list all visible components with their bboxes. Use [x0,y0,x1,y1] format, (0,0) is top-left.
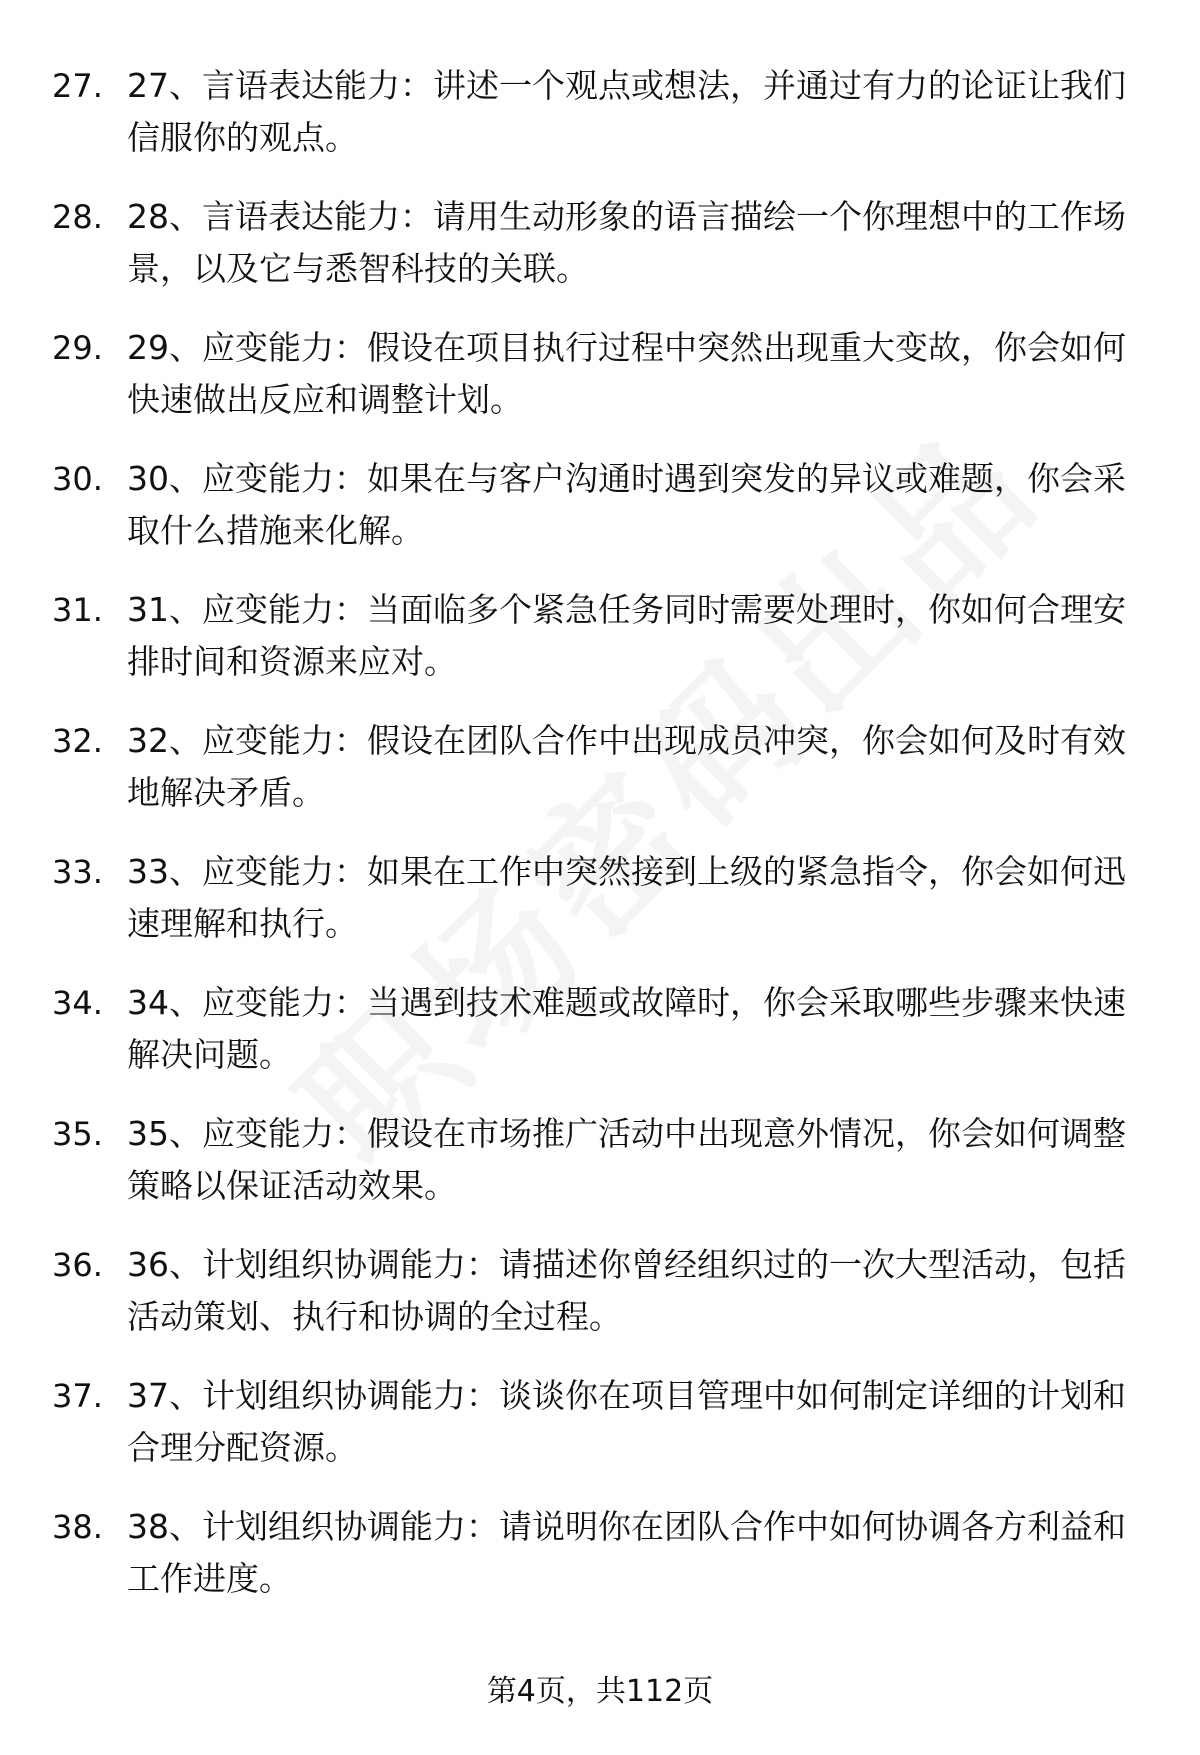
question-number: 29. [52,329,103,367]
question-text: 27、言语表达能力：讲述一个观点或想法，并通过有力的论证让我们信服你的观点。 [127,66,1126,157]
question-number: 28. [52,198,103,236]
question-text: 36、计划组织协调能力：请描述你曾经组织过的一次大型活动，包括活动策划、执行和协调的全过程。 [127,1245,1126,1336]
question-number: 35. [52,1115,103,1153]
question-number: 36. [52,1246,103,1284]
question-text: 30、应变能力：如果在与客户沟通时遇到突发的异议或难题，你会采取什么措施来化解。 [127,459,1126,550]
question-number: 30. [52,460,103,498]
question-text: 35、应变能力：假设在市场推广活动中出现意外情况，你会如何调整策略以保证活动效果。 [127,1114,1126,1205]
question-text: 29、应变能力：假设在项目执行过程中突然出现重大变故，你会如何快速做出反应和调整计划。 [127,328,1126,419]
question-number: 27. [52,67,103,105]
question-text: 34、应变能力：当遇到技术难题或故障时，你会采取哪些步骤来快速解决问题。 [127,983,1126,1074]
question-item [0,1501,1200,1632]
question-text: 38、计划组织协调能力：请说明你在团队合作中如何协调各方利益和工作进度。 [127,1507,1126,1598]
question-item [0,191,1200,322]
question-number: 33. [52,853,103,891]
question-number: 37. [52,1377,103,1415]
question-item [0,60,1200,191]
question-item [0,1239,1200,1370]
question-text: 37、计划组织协调能力：谈谈你在项目管理中如何制定详细的计划和合理分配资源。 [127,1376,1126,1467]
question-item [0,1370,1200,1501]
question-text: 28、言语表达能力：请用生动形象的语言描绘一个你理想中的工作场景，以及它与悉智科技的关联。 [127,197,1126,288]
question-number: 32. [52,722,103,760]
question-text: 31、应变能力：当面临多个紧急任务同时需要处理时，你如何合理安排时间和资源来应对。 [127,590,1126,681]
question-number: 31. [52,591,103,629]
question-item [0,846,1200,977]
question-item [0,322,1200,453]
question-text: 32、应变能力：假设在团队合作中出现成员冲突，你会如何及时有效地解决矛盾。 [127,721,1126,812]
question-list [0,60,1200,1632]
question-item [0,1108,1200,1239]
question-number: 38. [52,1508,103,1546]
page-number-footer: 第4页，共112页 [486,1674,714,1709]
question-item [0,584,1200,715]
question-text: 33、应变能力：如果在工作中突然接到上级的紧急指令，你会如何迅速理解和执行。 [127,852,1126,943]
question-item [0,977,1200,1108]
question-item [0,453,1200,584]
question-number: 34. [52,984,103,1022]
question-item [0,715,1200,846]
